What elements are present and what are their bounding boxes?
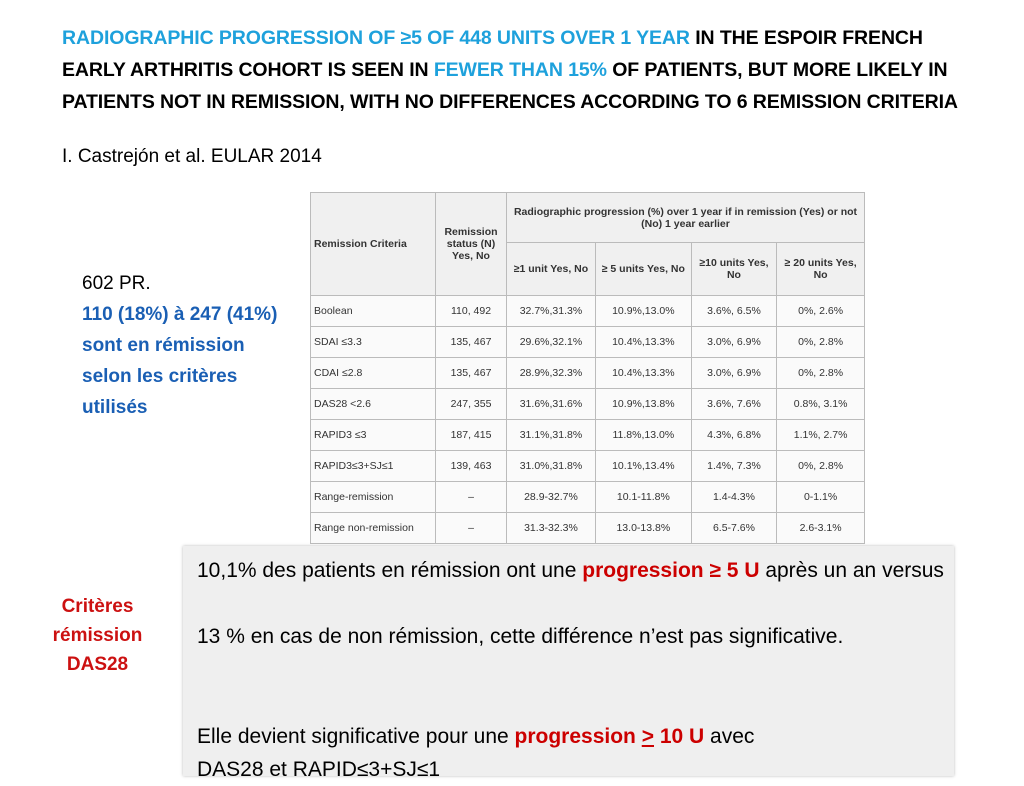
cell-progression: 31.0%,31.8%	[507, 451, 596, 482]
cell-criteria: DAS28 <2.6	[311, 389, 436, 420]
table-row	[311, 327, 865, 358]
header-10-units: ≥10 units Yes, No	[691, 243, 776, 296]
slide-title	[62, 22, 962, 118]
cell-progression: 1.1%, 2.7%	[777, 420, 865, 451]
cell-criteria: RAPID3≤3+SJ≤1	[311, 451, 436, 482]
cell-progression: 10.9%,13.0%	[595, 296, 691, 327]
cell-criteria: Boolean	[311, 296, 436, 327]
cell-progression: 3.0%, 6.9%	[691, 358, 776, 389]
cell-remission-n: 110, 492	[436, 296, 507, 327]
cell-progression: 31.1%,31.8%	[507, 420, 596, 451]
cell-progression: 11.8%,13.0%	[595, 420, 691, 451]
cell-remission-n: 135, 467	[436, 358, 507, 389]
cell-remission-n: –	[436, 513, 507, 544]
cell-progression: 3.0%, 6.9%	[691, 327, 776, 358]
cell-progression: 28.9-32.7%	[507, 482, 596, 513]
table-body	[311, 296, 865, 544]
cell-progression: 4.3%, 6.8%	[691, 420, 776, 451]
summary-highlight-5u: progression ≥ 5 U	[582, 559, 760, 582]
summary-para-1	[197, 554, 947, 587]
summary-text-3e: avec	[704, 725, 755, 748]
cell-remission-n: 139, 463	[436, 451, 507, 482]
title-highlight-1: RADIOGRAPHIC PROGRESSION OF ≥5 OF 448 UNITS OVER 1 YEAR	[62, 27, 690, 49]
cell-progression: 10.4%,13.3%	[595, 358, 691, 389]
cell-progression: 1.4%, 7.3%	[691, 451, 776, 482]
cell-progression: 0%, 2.6%	[777, 296, 865, 327]
table-row	[311, 389, 865, 420]
cell-progression: 31.3-32.3%	[507, 513, 596, 544]
left-note-count: 602 PR.	[82, 273, 151, 294]
cell-remission-n: 135, 467	[436, 327, 507, 358]
cell-criteria: SDAI ≤3.3	[311, 327, 436, 358]
cell-progression: 28.9%,32.3%	[507, 358, 596, 389]
cell-progression: 13.0-13.8%	[595, 513, 691, 544]
cell-progression: 2.6-3.1%	[777, 513, 865, 544]
header-5-units: ≥ 5 units Yes, No	[595, 243, 691, 296]
table-row	[311, 358, 865, 389]
cell-progression: 10.9%,13.8%	[595, 389, 691, 420]
cell-progression: 3.6%, 6.5%	[691, 296, 776, 327]
header-remission-criteria: Remission Criteria	[311, 193, 436, 296]
results-table-image	[310, 192, 865, 552]
criteria-label: Critères rémission DAS28	[52, 596, 143, 675]
summary-para-2: 13 % en cas de non rémission, cette différence n’est pas significative.	[197, 625, 844, 648]
summary-text-3a: Elle devient significative pour une	[197, 725, 515, 748]
cell-criteria: RAPID3 ≤3	[311, 420, 436, 451]
summary-highlight-progression: progression	[514, 725, 642, 748]
table-row	[311, 296, 865, 327]
cell-progression: 0-1.1%	[777, 482, 865, 513]
table-row	[311, 513, 865, 544]
summary-box	[183, 546, 954, 781]
cell-progression: 1.4-4.3%	[691, 482, 776, 513]
header-progression-group: Radiographic progression (%) over 1 year if in remission (Yes) or not (No) 1 year earlier	[507, 193, 865, 243]
summary-highlight-gte: >	[641, 725, 654, 748]
title-text-2: IN THE ESPOIR FRENCH EARLY ARTHRITIS COHORT IS SEEN IN	[62, 27, 923, 81]
summary-para-3	[197, 720, 947, 753]
cell-progression: 0.8%, 3.1%	[777, 389, 865, 420]
cell-remission-n: 187, 415	[436, 420, 507, 451]
summary-highlight-10u: 10 U	[654, 725, 705, 748]
left-note-remission: 110 (18%) à 247 (41%) sont en rémission selon les critères utilisés	[82, 304, 278, 418]
cell-progression: 0%, 2.8%	[777, 327, 865, 358]
title-highlight-2: FEWER THAN 15%	[433, 59, 607, 81]
cell-progression: 10.1%,13.4%	[595, 451, 691, 482]
cell-progression: 32.7%,31.3%	[507, 296, 596, 327]
cell-progression: 10.4%,13.3%	[595, 327, 691, 358]
cell-progression: 0%, 2.8%	[777, 358, 865, 389]
cell-criteria: Range non-remission	[311, 513, 436, 544]
citation: I. Castrejón et al. EULAR 2014	[62, 146, 322, 167]
header-remission-status: Remission status (N) Yes, No	[436, 193, 507, 296]
cell-criteria: Range-remission	[311, 482, 436, 513]
table-row	[311, 420, 865, 451]
cell-remission-n: 247, 355	[436, 389, 507, 420]
title-text-4: OF PATIENTS, BUT MORE LIKELY IN PATIENTS NOT IN REMISSION, WITH NO DIFFERENCES ACCORDING TO 6 REMISSION CRITERIA	[62, 59, 958, 113]
summary-text-1a: 10,1% des patients en rémission ont une	[197, 559, 583, 582]
cell-progression: 29.6%,32.1%	[507, 327, 596, 358]
cell-progression: 0%, 2.8%	[777, 451, 865, 482]
cell-progression: 10.1-11.8%	[595, 482, 691, 513]
table-row	[311, 451, 865, 482]
results-table	[310, 192, 865, 544]
cell-progression: 6.5-7.6%	[691, 513, 776, 544]
summary-para-4: DAS28 et RAPID≤3+SJ≤1	[197, 758, 441, 781]
table-row	[311, 482, 865, 513]
summary-text-1c: après un an versus	[759, 559, 944, 582]
cell-remission-n: –	[436, 482, 507, 513]
cell-progression: 31.6%,31.6%	[507, 389, 596, 420]
header-20-units: ≥ 20 units Yes, No	[777, 243, 865, 296]
cell-criteria: CDAI ≤2.8	[311, 358, 436, 389]
left-note	[82, 268, 297, 423]
header-1-unit: ≥1 unit Yes, No	[507, 243, 596, 296]
cell-progression: 3.6%, 7.6%	[691, 389, 776, 420]
